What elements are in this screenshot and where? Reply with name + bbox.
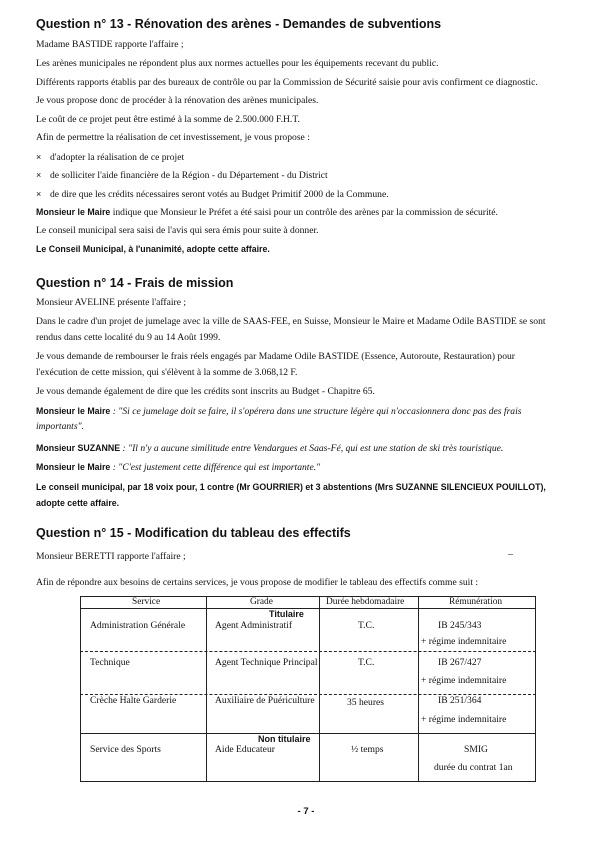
group-label-titulaire: Titulaire <box>269 609 304 619</box>
q14-paragraph: l'exécution de cette mission, qui s'élèvent à la somme de 3.068,12 F. <box>36 367 298 378</box>
q14-paragraph: Je vous demande de rembourser le frais réels engagés par Madame Odile BASTIDE (Essence, Autoroute, Restauration) pour <box>36 351 516 362</box>
q13-bullet-item <box>36 151 184 164</box>
q14-decision: Le conseil municipal, par 18 voix pour, 1 contre (Mr GOURRIER) et 3 abstentions (Mrs SUZANNE SILENCIEUX POUILLOT), <box>36 482 546 492</box>
table-rule <box>206 596 207 782</box>
table-cell-service: Crèche Halte Garderie <box>90 695 177 706</box>
q14-rapporteur: Monsieur AVELINE présente l'affaire ; <box>36 297 187 308</box>
table-cell-service: Service des Sports <box>90 744 161 755</box>
table-rule <box>80 651 536 652</box>
table-rule <box>319 596 320 782</box>
q13-paragraph: Afin de permettre la réalisation de cet investissement, je vous propose : <box>36 132 310 143</box>
table-cell-remuneration-note: + régime indemnitaire <box>421 636 507 647</box>
q14-suzanne-statement <box>36 442 503 455</box>
table-rule <box>80 608 536 609</box>
table-cell-remuneration-note: + régime indemnitaire <box>421 714 507 725</box>
q14-heading: Question n° 14 - Frais de mission <box>36 276 234 290</box>
table-cell-remuneration-note: durée du contrat 1an <box>434 762 513 773</box>
group-label-non-titulaire: Non titulaire <box>258 734 311 744</box>
speaker-name: Monsieur le Maire <box>36 406 111 416</box>
q13-rapporteur: Madame BASTIDE rapporte l'affaire ; <box>36 39 184 50</box>
table-cell-service: Technique <box>90 657 130 668</box>
q13-paragraph: Je vous propose donc de procéder à la rénovation des arènes municipales. <box>36 95 319 106</box>
table-cell-grade: Agent Technique Principal <box>215 657 318 668</box>
statement-text: : "C'est justement cette différence qui est importante." <box>110 462 321 473</box>
q13-paragraph: Les arènes municipales ne répondent plus aux normes actuelles pour les équipements recevant du public. <box>36 58 439 69</box>
q13-bullet-item <box>36 188 389 201</box>
q15-heading: Question n° 15 - Modification du tableau des effectifs <box>36 526 351 540</box>
q13-bullet-text: d'adopter la réalisation de ce projet <box>50 152 185 163</box>
table-cell-remuneration: SMIG <box>464 744 488 755</box>
table-cell-remuneration-note: + régime indemnitaire <box>421 675 507 686</box>
table-cell-duree: ½ temps <box>351 744 384 755</box>
table-cell-remuneration: IB 245/343 <box>438 620 482 631</box>
bullet-x-icon: × <box>36 152 42 162</box>
column-header-remuneration: Rémunération <box>449 597 503 607</box>
table-cell-grade: Agent Administratif <box>215 620 293 631</box>
effectifs-table <box>80 596 536 782</box>
stray-mark: – <box>508 549 513 560</box>
q14-maire-statement-cont: importants". <box>36 421 85 432</box>
q13-bullet-text: de solliciter l'aide financière de la Région - du Département - du District <box>50 170 328 181</box>
table-rule <box>80 781 536 782</box>
table-rule <box>535 596 536 782</box>
table-cell-remuneration: IB 251/364 <box>438 695 482 706</box>
q15-rapporteur: Monsieur BERETTI rapporte l'affaire ; <box>36 551 186 562</box>
q13-cost: Le coût de ce projet peut être estimé à la somme de 2.500.000 F.H.T. <box>36 114 300 125</box>
q13-bullet-item <box>36 169 328 182</box>
bullet-x-icon: × <box>36 189 42 199</box>
q14-maire-statement <box>36 405 522 418</box>
statement-text: : "Il n'y a aucune similitude entre Vendargues et Saas-Fé, qui est une station de ski très touristique. <box>120 443 504 454</box>
q14-paragraph: Dans le cadre d'un projet de jumelage avec la ville de SAAS-FEE, en Suisse, Monsieur le Maire et Madame Odile BASTIDE se sont <box>36 316 546 327</box>
column-header-grade: Grade <box>250 597 273 607</box>
column-header-service: Service <box>132 597 161 607</box>
bullet-x-icon: × <box>36 170 42 180</box>
statement-text: : "Si ce jumelage doit se faire, il s'opérera dans une structure légère qui n'occasionnera donc pas des frais <box>110 406 522 417</box>
table-cell-duree: T.C. <box>358 657 375 668</box>
q13-bullet-text: de dire que les crédits nécessaires seront votés au Budget Primitif 2000 de la Commune. <box>50 189 389 200</box>
speaker-name: Monsieur SUZANNE <box>36 443 121 453</box>
q14-maire-statement <box>36 461 320 474</box>
speaker-name: Monsieur le Maire <box>36 207 111 217</box>
speaker-name: Monsieur le Maire <box>36 462 111 472</box>
table-cell-duree: 35 heures <box>347 697 385 708</box>
statement-text: indique que Monsieur le Préfet a été saisi pour un contrôle des arènes par la commission de sécurité. <box>110 207 498 218</box>
table-cell-remuneration: IB 267/427 <box>438 657 482 668</box>
q13-paragraph: Le conseil municipal sera saisi de l'avis qui sera émis pour suite à donner. <box>36 225 319 236</box>
column-header-duree: Durée hebdomadaire <box>326 597 405 607</box>
q13-maire-statement <box>36 206 498 219</box>
table-rule <box>418 596 419 782</box>
q14-decision-cont: adopte cette affaire. <box>36 498 120 508</box>
q13-heading: Question n° 13 - Rénovation des arènes - Demandes de subventions <box>36 17 442 31</box>
q13-paragraph: Différents rapports établis par des bureaux de contrôle ou par la Commission de Sécurité saisie pour avis confirment ce diagnostic. <box>36 77 538 88</box>
table-cell-duree: T.C. <box>358 620 375 631</box>
q15-paragraph: Afin de répondre aux besoins de certains services, je vous propose de modifier le tableau des effectifs comme suit : <box>36 577 479 588</box>
q13-decision: Le Conseil Municipal, à l'unanimité, adopte cette affaire. <box>36 244 270 254</box>
q14-paragraph: Je vous demande également de dire que les crédits sont inscrits au Budget - Chapitre 65. <box>36 386 375 397</box>
table-rule <box>80 596 81 782</box>
table-cell-service: Administration Générale <box>90 620 186 631</box>
page-number: - 7 - <box>297 806 315 817</box>
table-cell-grade: Aide Educateur <box>215 744 275 755</box>
table-cell-grade: Auxiliaire de Puériculture <box>215 695 315 706</box>
q14-paragraph: rendus dans cette localité du 9 au 14 Août 1999. <box>36 332 221 343</box>
